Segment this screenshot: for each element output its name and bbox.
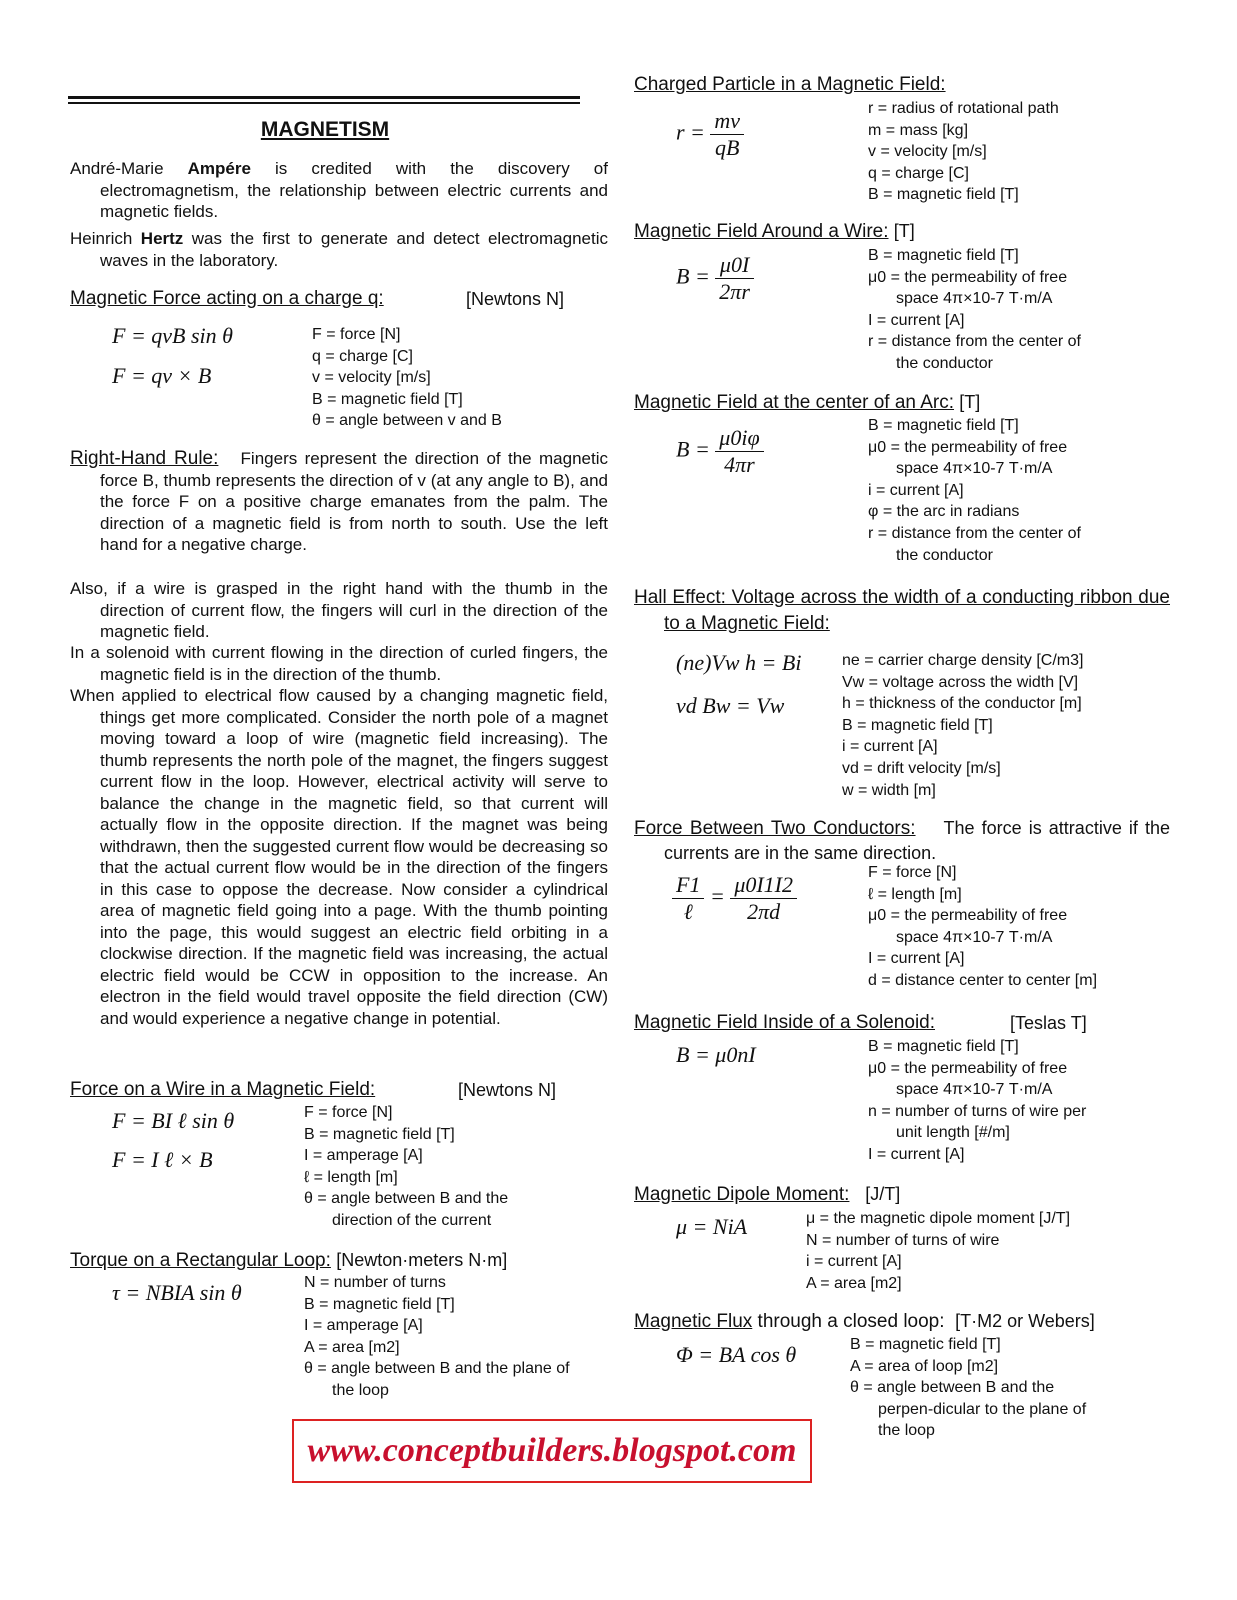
eq-hall-1: (ne)Vw h = Bi bbox=[676, 650, 802, 675]
heading-torque: Torque on a Rectangular Loop: [Newton·meters N·m] bbox=[70, 1250, 508, 1271]
def-item: F = force [N] bbox=[304, 1104, 393, 1121]
def-item: B = magnetic field [T] bbox=[868, 1038, 1019, 1055]
def-item: B = magnetic field [T] bbox=[868, 417, 1019, 434]
eq-force-charge-1: F = qvB sin θ bbox=[112, 323, 233, 348]
def-item: B = magnetic field [T] bbox=[868, 247, 1019, 264]
defs-force-charge bbox=[312, 324, 502, 432]
def-item: I = current [A] bbox=[868, 950, 965, 968]
def-item: B = magnetic field [T] bbox=[312, 390, 463, 408]
eq-hall-2: vd Bw = Vw bbox=[676, 693, 785, 718]
def-item: r = radius of rotational path bbox=[868, 100, 1059, 117]
def-item: v = velocity [m/s] bbox=[868, 143, 987, 161]
def-item: d = distance center to center [m] bbox=[868, 971, 1098, 989]
eq-force-wire-1: F = BI ℓ sin θ bbox=[112, 1108, 235, 1133]
def-item: I = amperage [A] bbox=[304, 1147, 423, 1165]
def-item: the loop bbox=[878, 1422, 935, 1440]
def-item: q = charge [C] bbox=[312, 347, 413, 365]
eq-dipole: μ = NiA bbox=[676, 1214, 748, 1239]
eq-flux: Φ = BA cos θ bbox=[676, 1342, 797, 1367]
def-item: φ = the arc in radians bbox=[868, 503, 1020, 521]
defs-field-wire bbox=[868, 245, 1081, 375]
eq-force-charge-2: F = qv × B bbox=[112, 363, 212, 388]
def-item: r = distance from the center of bbox=[868, 524, 1081, 542]
defs-force-wire bbox=[304, 1102, 570, 1232]
heading-force-charge: Magnetic Force acting on a charge q: [Newtons N] bbox=[70, 288, 564, 309]
def-item: space 4π×10-7 T·m/A bbox=[896, 1081, 1053, 1099]
eq-field-wire: B = $\frac{\mu 0I}{2\pi r}$ bbox=[676, 252, 754, 305]
eq-torque: τ = NBIA sin θ bbox=[112, 1280, 242, 1305]
def-item: N = number of turns bbox=[304, 1274, 446, 1291]
def-item: B = magnetic field [T] bbox=[304, 1295, 455, 1313]
def-item: B = magnetic field [T] bbox=[842, 716, 993, 734]
defs-solenoid bbox=[868, 1036, 1086, 1166]
defs-field-arc bbox=[868, 415, 1081, 566]
def-item: B = magnetic field [T] bbox=[304, 1125, 455, 1143]
heading-dipole: Magnetic Dipole Moment: [J/T] bbox=[634, 1184, 901, 1205]
def-item: unit length [#/m] bbox=[896, 1124, 1010, 1142]
def-item: i = current [A] bbox=[868, 481, 964, 499]
def-item: B = magnetic field [T] bbox=[850, 1336, 1001, 1353]
def-item: the conductor bbox=[896, 546, 993, 564]
def-item: h = thickness of the conductor [m] bbox=[842, 695, 1082, 713]
def-item: ℓ = length [m] bbox=[868, 885, 962, 903]
def-item: μ = the magnetic dipole moment [J/T] bbox=[806, 1210, 1071, 1227]
heading-two-conductors: Force Between Two Conductors: bbox=[634, 818, 916, 839]
def-item: A = area [m2] bbox=[806, 1274, 902, 1292]
eq-two-conductors: $\frac{F1}{\text{ℓ}}$ = $\frac{\mu 0I1I2}{2\pi d}$ bbox=[672, 872, 797, 925]
def-item: I = amperage [A] bbox=[304, 1317, 423, 1335]
eq-force-wire-2: F = I ℓ × B bbox=[112, 1147, 213, 1172]
def-item: space 4π×10-7 T·m/A bbox=[896, 928, 1053, 946]
def-item: the conductor bbox=[896, 354, 993, 372]
rhr-paragraph-1: Right-Hand Rule: Fingers represent the direction of the magnetic force B, thumb represents the direction of v (at any angle to B), and the force F on a positive charge emanates from the palm. The direction of a magnetic field is from north to south. Use the left hand for a negative charge. bbox=[70, 448, 608, 554]
def-item: m = mass [kg] bbox=[868, 121, 969, 139]
def-item: μ0 = the permeability of free bbox=[868, 268, 1068, 286]
def-item: μ0 = the permeability of free bbox=[868, 907, 1068, 925]
def-item: r = distance from the center of bbox=[868, 333, 1081, 351]
rhr-paragraph-3: In a solenoid with current flowing in the direction of curled fingers, the magnetic field is in the direction of the thumb. bbox=[70, 643, 608, 684]
heading-rhr: Right-Hand Rule: bbox=[70, 448, 219, 469]
heading-flux: Magnetic Flux through a closed loop: [T·M2 or Webers] bbox=[634, 1311, 1095, 1332]
eq-charged-particle: r = $\frac{mv}{qB}$ bbox=[676, 108, 744, 161]
heading-force-wire: Force on a Wire in a Magnetic Field: [Newtons N] bbox=[70, 1079, 556, 1100]
def-item: θ = angle between v and B bbox=[312, 412, 502, 430]
intro-ampere: André-Marie Ampére is credited with the discovery of electromagnetism, the relationship between electric currents and magnetic fields. bbox=[70, 159, 608, 221]
def-item: space 4π×10-7 T·m/A bbox=[896, 460, 1053, 478]
defs-dipole bbox=[806, 1208, 1070, 1294]
def-item: n = number of turns of wire per bbox=[868, 1102, 1087, 1120]
page-title: MAGNETISM bbox=[260, 118, 390, 141]
def-item: I = current [A] bbox=[868, 311, 965, 329]
defs-two-conductors bbox=[868, 862, 1097, 992]
heading-hall: Hall Effect: Voltage across the width of a conducting ribbon due to a Magnetic Field: bbox=[634, 587, 1170, 634]
def-item: B = magnetic field [T] bbox=[868, 186, 1019, 204]
top-rule bbox=[68, 96, 580, 99]
def-item: N = number of turns of wire bbox=[806, 1231, 1000, 1249]
rhr-paragraph-2: Also, if a wire is grasped in the right hand with the thumb in the direction of current flow, the fingers will curl in the direction of the magnetic field. bbox=[70, 579, 608, 641]
def-item: A = area of loop [m2] bbox=[850, 1357, 999, 1375]
footer-url-box bbox=[292, 1419, 812, 1483]
eq-field-arc: B = $\frac{\mu 0i\varphi}{4\pi r}$ bbox=[676, 425, 764, 478]
defs-charged-particle bbox=[868, 98, 1059, 206]
def-item: F = force [N] bbox=[312, 326, 401, 343]
defs-torque bbox=[304, 1272, 570, 1402]
rhr-paragraph-4: When applied to electrical flow caused by a changing magnetic field, things get more complicated. Consider the north pole of a magnet moving toward a loop of wire (magnetic field increasing). The thumb represents the north pole of the magnet, the fingers suggest current flow in the loop. However, electrical activity will serve to balance the change in the magnetic field, so that current will actually flow in the opposite direction. If the magnet was being withdrawn, then the suggested current flow would be decreasing so that the actual current flow would be in the direction of the fingers in this case to oppose the decrease. Now consider a cylindrical area of magnetic field going into a page. With the thumb pointing into the page, this would suggest an electric field orbiting in a clockwise direction. If the magnetic field was increasing, the actual electric field would be CCW in opposition to the increase. An electron in the field would travel opposite the field direction (CW) and would experience a negative change in potential. bbox=[70, 686, 608, 1028]
footer-url[interactable]: www.conceptbuilders.blogspot.com bbox=[307, 1432, 797, 1469]
defs-flux bbox=[850, 1334, 1086, 1442]
def-item: w = width [m] bbox=[842, 781, 936, 799]
def-item: v = velocity [m/s] bbox=[312, 369, 431, 387]
def-item: μ0 = the permeability of free bbox=[868, 438, 1068, 456]
top-rule-thin bbox=[68, 102, 580, 104]
def-item: μ0 = the permeability of free bbox=[868, 1059, 1068, 1077]
def-item: A = area [m2] bbox=[304, 1338, 400, 1356]
def-item: θ = angle between B and the direction of the current bbox=[304, 1190, 509, 1229]
def-item: space 4π×10-7 T·m/A bbox=[896, 290, 1053, 308]
def-item: Vw = voltage across the width [V] bbox=[842, 673, 1079, 691]
def-item: i = current [A] bbox=[806, 1253, 902, 1271]
def-item: F = force [N] bbox=[868, 864, 957, 881]
def-item: perpen-dicular to the plane of bbox=[878, 1400, 1087, 1418]
def-item: i = current [A] bbox=[842, 738, 938, 756]
heading-solenoid: Magnetic Field Inside of a Solenoid: [Teslas T] bbox=[634, 1012, 1087, 1033]
def-item: θ = angle between B and the plane of the loop bbox=[304, 1360, 570, 1399]
intro-hertz: Heinrich Hertz was the first to generate and detect electromagnetic waves in the laboratory. bbox=[70, 229, 608, 270]
eq-solenoid: B = μ0nI bbox=[676, 1042, 756, 1067]
heading-field-wire: Magnetic Field Around a Wire: [T] bbox=[634, 221, 915, 242]
def-item: q = charge [C] bbox=[868, 164, 969, 182]
two-conductors-paragraph: Force Between Two Conductors: The force is attractive if the currents are in the same direction. bbox=[634, 818, 1171, 863]
heading-charged-particle: Charged Particle in a Magnetic Field: bbox=[634, 74, 946, 95]
def-item: ne = carrier charge density [C/m3] bbox=[842, 652, 1084, 669]
defs-hall bbox=[842, 650, 1083, 801]
def-item: vd = drift velocity [m/s] bbox=[842, 759, 1001, 777]
def-item: ℓ = length [m] bbox=[304, 1168, 398, 1186]
heading-field-arc: Magnetic Field at the center of an Arc: [T] bbox=[634, 392, 981, 413]
def-item: I = current [A] bbox=[868, 1145, 965, 1163]
def-item: θ = angle between B and the bbox=[850, 1379, 1055, 1397]
